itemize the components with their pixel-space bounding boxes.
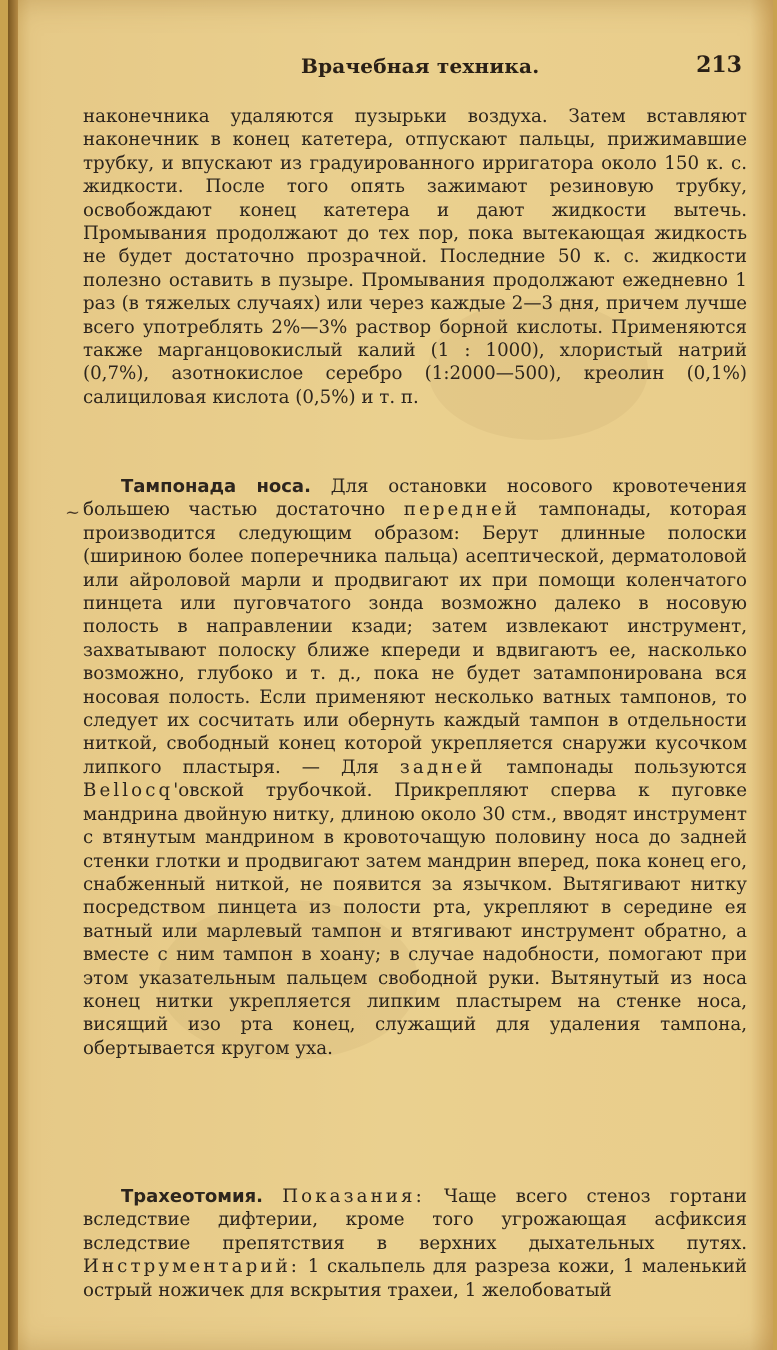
page-gutter-shadow xyxy=(8,0,18,1350)
paragraph-body xyxy=(83,475,747,1060)
running-title: Врачебная техника. xyxy=(301,54,540,78)
emphasis-text: Bellocq xyxy=(83,780,174,802)
section-heading: Тампонада носа. xyxy=(121,476,311,497)
emphasis-text: Показания: xyxy=(282,1186,425,1207)
text-run: тампонады, которая производится следующим образом: Берут длинные полоски (шириною более поперечника пальца) асептической, дерматоловой или айроловой марли и продвигают их при помощи коленчатого пинцета или пуговчатого зонда возможно далеко в носовую полость в направлении кзади; затем извлекают инструмент, захватывают полоску ближе кпереди и вдвигаютъ ее, насколько возможно, глубоко и т. д., пока не будет затампонирована вся носовая полость. Если применяют несколько ватных тампонов, то следует их сосчитать или обернуть каждый тампон в отдельности ниткой, свободный конец которой укрепляется снаружи кусочком липкого пластыря. — Для xyxy=(83,499,747,778)
paragraph-body xyxy=(83,1185,747,1302)
paragraph-catheter-irrigation xyxy=(83,105,747,409)
text-run: Для остановки носового кровотечения большею частью достаточно xyxy=(83,476,747,521)
text-run: тампонады пользуются xyxy=(506,756,747,778)
section-heading: Трахеотомия. xyxy=(121,1186,264,1207)
text-run: 'овской трубочкой. Прикрепляют сперва к пуговке мандрина двойную нитку, длиною около 30 стм., вводят инструмент с втянутым мандрином в кровоточащую половину носа до задней стенки глотки и продвигают затем мандрин вперед, пока конец его, снабженный ниткой, не появится за язычком. Вытягивают нитку посредством пинцета из полости рта, укрепляют в середине ея ватный или марлевый тампон и втягивают инструмент обратно, а вместе с ним тампон в хоану; в случае надобности, помогают при этом указательным пальцем свободной руки. Вытянутый из носа конец нитки укрепляется липким пластырем на стенке носа, висящий изо рта конец, служащий для удаления тампона, обертывается кругом уха. xyxy=(83,780,747,1059)
margin-mark: ~ xyxy=(65,502,81,523)
text-run: Чаще всего стеноз гортани вследствие дифтерии, кроме того угрожающая асфиксия вследствие препятствия в верхних дыхательных путях. xyxy=(83,1186,747,1254)
paragraph-nasal-tamponade xyxy=(83,475,747,1060)
paragraph-text: наконечника удаляются пузырьки воздуха. Затем вставляют наконечник в конец катетера, отпускают пальцы, прижимавшие трубку, и впускают из градуированного ирригатора около 150 к. с. жидкости. После того опять зажимают резиновую трубку, освобождают конец катетера и дают жидкости вытечь. Промывания продолжают до тех пор, пока вытекающая жидкость не будет достаточно прозрачной. Последние 50 к. с. жидкости полезно оставить в пузыре. Промывания продолжают ежедневно 1 раз (в тяжелых случаях) или через каждые 2—3 дня, причем лучше всего употреблять 2%—3% раствор борной кислоты. Применяются также марганцовокислый калий (1 : 1000), хлористый натрий (0,7%), азотнокислое серебро (1:2000—500), креолин (0,1%) салициловая кислота (0,5%) и т. п. xyxy=(83,106,747,408)
text-run: 1 скальпель для разреза кожи, 1 маленький острый ножичек для вскрытия трахеи, 1 желобоватый xyxy=(83,1256,747,1301)
running-header xyxy=(85,54,742,88)
emphasis-text: передней xyxy=(403,499,521,521)
paragraph-tracheotomy xyxy=(83,1185,747,1302)
emphasis-text: Инструментарий: xyxy=(83,1256,301,1278)
emphasis-text: задней xyxy=(399,756,486,778)
page-number: 213 xyxy=(696,52,742,78)
